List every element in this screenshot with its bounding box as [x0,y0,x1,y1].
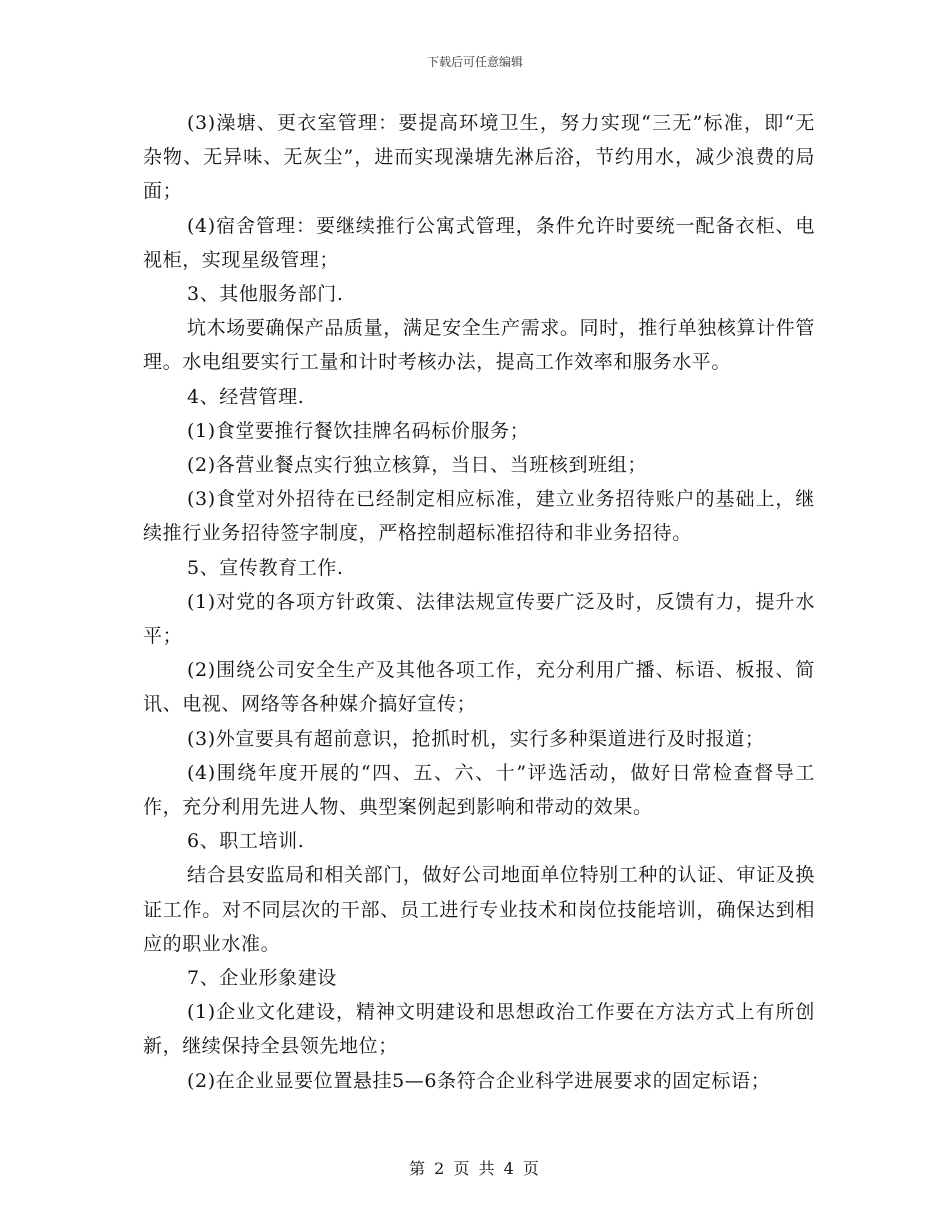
paragraph-external-publicity: (3)外宣要具有超前意识，抢抓时机，实行多种渠道进行及时报道； [187,727,765,750]
section-heading-corporate-image: 7、企业形象建设 [187,967,337,990]
paragraph-bathhouse: (3)澡塘、更衣室管理：要提高环境卫生，努力实现“三无”标准，即“无杂物、无异味、无灰尘”，进而实现澡塘先淋后浴，节约用水，减少浪费的局面； [143,112,815,203]
paragraph-corporate-culture: (1)企业文化建设，精神文明建设和思想政治工作要在方法方式上有所创新，继续保持全县领先地位； [143,1001,815,1058]
section-heading-publicity: 5、宣传教育工作. [187,556,344,579]
paragraph-independent-accounting: (2)各营业餐点实行独立核算，当日、当班核到班组； [187,454,647,477]
paragraph-hospitality: (3)食堂对外招待在已经制定相应标准，建立业务招待账户的基础上，继续推行业务招待签字制度，严格控制超标准招待和非业务招待。 [143,488,815,545]
paragraph-timber-yard: 坑木场要确保产品质量，满足安全生产需求。同时，推行单独核算计件管理。水电组要实行工量和计时考核办法，提高工作效率和服务水平。 [143,317,815,374]
paragraph-canteen-pricing: (1)食堂要推行餐饮挂牌名码标价服务； [187,419,530,442]
document-body [143,106,815,1098]
paragraph-dormitory: (4)宿舍管理：要继续推行公寓式管理，条件允许时要统一配备衣柜、电视柜，实现星级管理； [143,214,815,271]
paragraph-slogans: (2)在企业显要位置悬挂5—6条符合企业科学进展要求的固定标语； [187,1069,771,1092]
paragraph-policy-publicity: (1)对党的各项方针政策、法律法规宣传要广泛及时，反馈有力，提升水平； [143,590,815,648]
paragraph-media-publicity: (2)围绕公司安全生产及其他各项工作，充分利用广播、标语、板报、简讯、电视、网络等各种媒介搞好宣传； [143,659,815,716]
section-heading-training: 6、职工培训. [187,830,305,853]
section-heading-operations: 4、经营管理. [187,385,305,408]
page-number: 第 2 页 共 4 页 [409,1159,541,1178]
section-heading-other-services: 3、其他服务部门. [187,283,344,306]
page-header-note: 下载后可任意编辑 [426,55,523,69]
paragraph-selection-activity: (4)围绕年度开展的“四、五、六、十”评选活动，做好日常检查督导工作，充分利用先进人物、典型案例起到影响和带动的效果。 [143,761,815,819]
paragraph-training: 结合县安监局和相关部门，做好公司地面单位特别工种的认证、审证及换证工作。对不同层次的干部、员工进行专业技术和岗位技能培训，确保达到相应的职业水准。 [143,864,815,955]
